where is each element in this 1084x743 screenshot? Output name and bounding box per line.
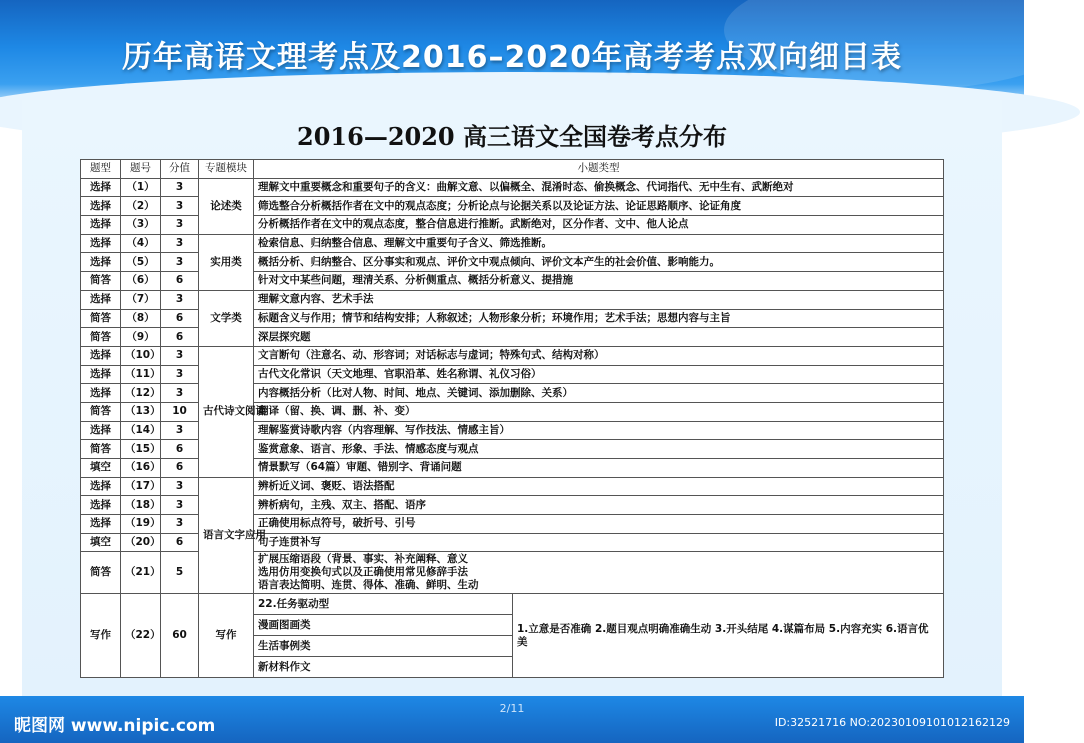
cell-type: 填空 bbox=[81, 533, 121, 552]
cell-type: 简答 bbox=[81, 402, 121, 421]
cell-number: （17） bbox=[121, 477, 161, 496]
essay-type: 生活事例类 bbox=[254, 636, 513, 657]
header-type: 题型 bbox=[81, 160, 121, 179]
cell-score: 3 bbox=[161, 421, 199, 440]
header-number: 题号 bbox=[121, 160, 161, 179]
cell-type: 简答 bbox=[81, 552, 121, 594]
cell-number: （8） bbox=[121, 309, 161, 328]
cell-score: 5 bbox=[161, 552, 199, 594]
cell-number: （19） bbox=[121, 515, 161, 534]
table-row bbox=[81, 290, 944, 309]
header-module: 专题模块 bbox=[199, 160, 254, 179]
page-title: 历年高语文理考点及2016–2020年高考考点双向细目表 bbox=[122, 40, 902, 75]
cell-number: （20） bbox=[121, 533, 161, 552]
cell-desc: 概括分析、归纳整合、区分事实和观点、评价文中观点倾向、评价文本产生的社会价值、影响能力。 bbox=[254, 253, 944, 272]
cell-number: （15） bbox=[121, 440, 161, 459]
table-row bbox=[81, 346, 944, 365]
header-score: 分值 bbox=[161, 160, 199, 179]
cell-desc: 理解鉴赏诗歌内容（内容理解、写作技法、情感主旨） bbox=[254, 421, 944, 440]
cell-number: （12） bbox=[121, 384, 161, 403]
cell-type: 选择 bbox=[81, 421, 121, 440]
header-subtype: 小题类型 bbox=[254, 160, 944, 179]
cell-score: 3 bbox=[161, 496, 199, 515]
cell-number: （2） bbox=[121, 197, 161, 216]
cell-number: （16） bbox=[121, 459, 161, 478]
cell-desc: 针对文中某些问题，理清关系、分析侧重点、概括分析意义、提措施 bbox=[254, 272, 944, 291]
cell-type: 选择 bbox=[81, 197, 121, 216]
table-row bbox=[81, 178, 944, 197]
cell-desc: 文言断句（注意名、动、形容词；对话标志与虚词；特殊句式、结构对称） bbox=[254, 346, 944, 365]
cell-score: 6 bbox=[161, 272, 199, 291]
cell-number: （9） bbox=[121, 328, 161, 347]
cell-desc: 分析概括作者在文中的观点态度，整合信息进行推断。武断绝对，区分作者、文中、他人论点 bbox=[254, 216, 944, 235]
essay-type: 22.任务驱动型 bbox=[254, 594, 513, 615]
cell-number: （22） bbox=[121, 594, 161, 678]
module-gudai: 古代诗文阅读 bbox=[199, 346, 254, 477]
cell-type: 写作 bbox=[81, 594, 121, 678]
cell-score: 3 bbox=[161, 384, 199, 403]
cell-number: （11） bbox=[121, 365, 161, 384]
cell-score: 6 bbox=[161, 440, 199, 459]
cell-desc: 古代文化常识（天文地理、官职沿革、姓名称谓、礼仪习俗） bbox=[254, 365, 944, 384]
module-xiezuo: 写作 bbox=[199, 594, 254, 678]
cell-score: 3 bbox=[161, 477, 199, 496]
cell-desc: 翻译（留、换、调、删、补、变） bbox=[254, 402, 944, 421]
exam-points-table bbox=[80, 159, 944, 678]
essay-criteria: 1.立意是否准确 2.题目观点明确准确生动 3.开头结尾 4.谋篇布局 5.内容充实 6.语言优美 bbox=[513, 594, 944, 678]
cell-score: 3 bbox=[161, 346, 199, 365]
cell-desc: 理解文中重要概念和重要句子的含义：曲解文意、以偏概全、混淆时态、偷换概念、代词指代、无中生有、武断绝对 bbox=[254, 178, 944, 197]
cell-number: （21） bbox=[121, 552, 161, 594]
cell-score: 6 bbox=[161, 328, 199, 347]
essay-type: 新材料作文 bbox=[254, 657, 513, 678]
module-wenxue: 文学类 bbox=[199, 290, 254, 346]
cell-type: 选择 bbox=[81, 216, 121, 235]
cell-score: 60 bbox=[161, 594, 199, 678]
cell-desc-multiline bbox=[254, 552, 944, 594]
table-header-row bbox=[81, 160, 944, 179]
desc-line: 语言表达简明、连贯、得体、准确、鲜明、生动 bbox=[258, 579, 479, 592]
cell-desc: 检索信息、归纳整合信息、理解文中重要句子含义、筛选推断。 bbox=[254, 234, 944, 253]
cell-type: 选择 bbox=[81, 253, 121, 272]
cell-score: 10 bbox=[161, 402, 199, 421]
cell-type: 简答 bbox=[81, 309, 121, 328]
desc-line: 扩展压缩语段（背景、事实、补充阐释、意义 bbox=[258, 553, 468, 566]
cell-score: 3 bbox=[161, 178, 199, 197]
cell-desc: 鉴赏意象、语言、形象、手法、情感态度与观点 bbox=[254, 440, 944, 459]
cell-score: 3 bbox=[161, 365, 199, 384]
cell-desc: 辨析病句，主残、双主、搭配、语序 bbox=[254, 496, 944, 515]
image-id: ID:32521716 NO:20230109101012162129 bbox=[774, 716, 1010, 729]
cell-score: 6 bbox=[161, 309, 199, 328]
essay-type: 漫画图画类 bbox=[254, 615, 513, 636]
cell-desc: 深层探究题 bbox=[254, 328, 944, 347]
cell-type: 选择 bbox=[81, 384, 121, 403]
table-title: 2016—2020 高三语文全国卷考点分布 bbox=[297, 122, 727, 151]
cell-desc: 内容概括分析（比对人物、时间、地点、关键词、添加删除、关系） bbox=[254, 384, 944, 403]
cell-score: 6 bbox=[161, 533, 199, 552]
cell-desc: 情景默写（64篇）审题、错别字、背诵问题 bbox=[254, 459, 944, 478]
cell-type: 选择 bbox=[81, 515, 121, 534]
cell-desc: 标题含义与作用；情节和结构安排；人称叙述；人物形象分析；环境作用；艺术手法；思想内容与主旨 bbox=[254, 309, 944, 328]
module-yuyan: 语言文字应用 bbox=[199, 477, 254, 594]
cell-score: 3 bbox=[161, 515, 199, 534]
cell-type: 选择 bbox=[81, 346, 121, 365]
cell-desc: 筛选整合分析概括作者在文中的观点态度；分析论点与论据关系以及论证方法、论证思路顺序、论证角度 bbox=[254, 197, 944, 216]
cell-score: 3 bbox=[161, 253, 199, 272]
cell-score: 3 bbox=[161, 290, 199, 309]
cell-number: （18） bbox=[121, 496, 161, 515]
table-row bbox=[81, 477, 944, 496]
cell-number: （14） bbox=[121, 421, 161, 440]
cell-number: （5） bbox=[121, 253, 161, 272]
cell-number: （13） bbox=[121, 402, 161, 421]
cell-desc: 正确使用标点符号，破折号、引号 bbox=[254, 515, 944, 534]
table-row bbox=[81, 594, 944, 615]
cell-type: 简答 bbox=[81, 440, 121, 459]
cell-type: 简答 bbox=[81, 328, 121, 347]
cell-type: 选择 bbox=[81, 234, 121, 253]
cell-score: 3 bbox=[161, 197, 199, 216]
site-logo: 昵图网 www.nipic.com bbox=[14, 716, 216, 736]
cell-number: （3） bbox=[121, 216, 161, 235]
cell-type: 简答 bbox=[81, 272, 121, 291]
cell-number: （6） bbox=[121, 272, 161, 291]
cell-number: （10） bbox=[121, 346, 161, 365]
cell-number: （1） bbox=[121, 178, 161, 197]
cell-score: 3 bbox=[161, 234, 199, 253]
cell-type: 选择 bbox=[81, 178, 121, 197]
cell-type: 选择 bbox=[81, 496, 121, 515]
desc-line: 选用仿用变换句式以及正确使用常见修辞手法 bbox=[258, 566, 468, 579]
cell-score: 3 bbox=[161, 216, 199, 235]
cell-desc: 句子连贯补写 bbox=[254, 533, 944, 552]
cell-type: 选择 bbox=[81, 365, 121, 384]
cell-number: （4） bbox=[121, 234, 161, 253]
cell-desc: 辨析近义词、褒贬、语法搭配 bbox=[254, 477, 944, 496]
cell-score: 6 bbox=[161, 459, 199, 478]
cell-number: （7） bbox=[121, 290, 161, 309]
table-row bbox=[81, 234, 944, 253]
module-lunshu: 论述类 bbox=[199, 178, 254, 234]
cell-type: 选择 bbox=[81, 477, 121, 496]
cell-type: 填空 bbox=[81, 459, 121, 478]
module-shiyong: 实用类 bbox=[199, 234, 254, 290]
page-number: 2/11 bbox=[499, 702, 525, 715]
cell-desc: 理解文意内容、艺术手法 bbox=[254, 290, 944, 309]
cell-type: 选择 bbox=[81, 290, 121, 309]
